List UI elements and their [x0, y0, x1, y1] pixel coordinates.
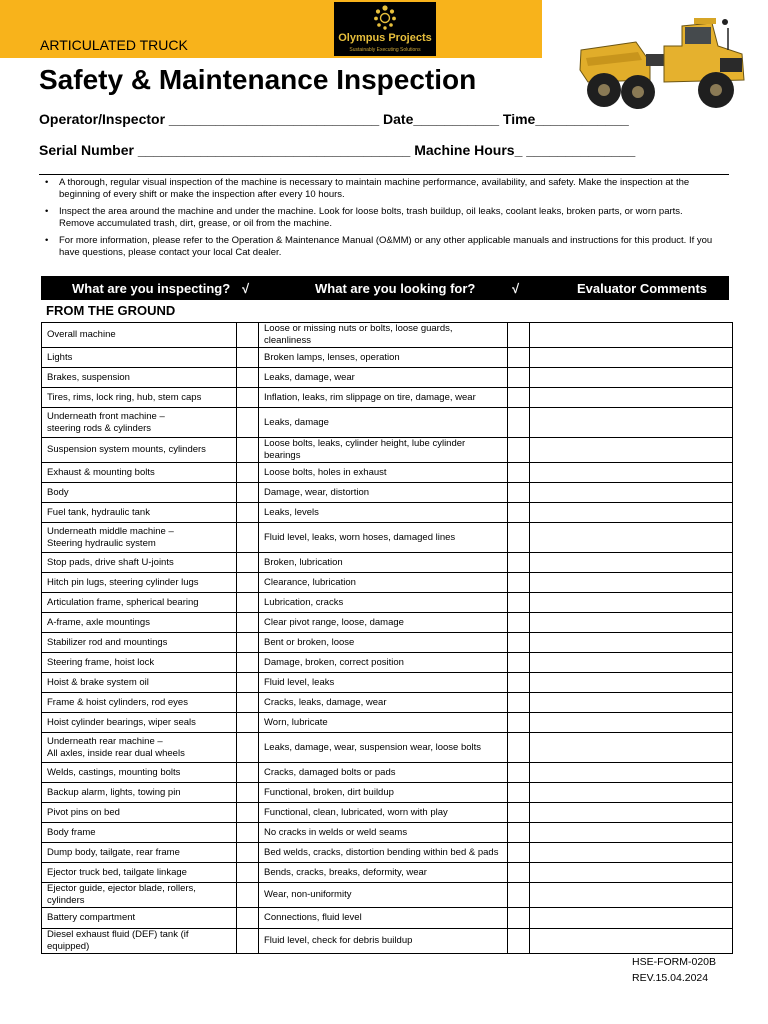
check-cell[interactable]	[237, 823, 259, 843]
inspect-item: Frame & hoist cylinders, rod eyes	[42, 693, 237, 713]
table-row	[42, 503, 733, 523]
logo-title: Olympus Projects	[338, 32, 432, 44]
check-cell[interactable]	[508, 863, 530, 883]
comments-cell[interactable]	[530, 388, 733, 408]
check-cell[interactable]	[237, 483, 259, 503]
table-row	[42, 693, 733, 713]
check-cell[interactable]	[508, 693, 530, 713]
table-row	[42, 863, 733, 883]
look-for-item: Functional, clean, lubricated, worn with play	[259, 803, 508, 823]
inspect-item: Underneath middle machine – Steering hydraulic system	[42, 523, 237, 553]
check-cell[interactable]	[237, 553, 259, 573]
header-inspecting: What are you inspecting?	[72, 281, 231, 296]
company-logo	[334, 2, 436, 56]
comments-cell[interactable]	[530, 523, 733, 553]
inspect-item: Dump body, tailgate, rear frame	[42, 843, 237, 863]
inspect-item: Body frame	[42, 823, 237, 843]
check-cell[interactable]	[237, 388, 259, 408]
look-for-item: Inflation, leaks, rim slippage on tire, damage, wear	[259, 388, 508, 408]
comments-cell[interactable]	[530, 573, 733, 593]
comments-cell[interactable]	[530, 908, 733, 929]
look-for-item: Functional, broken, dirt buildup	[259, 783, 508, 803]
inspect-item: Hoist & brake system oil	[42, 673, 237, 693]
check-cell[interactable]	[508, 368, 530, 388]
look-for-item: Wear, non-uniformity	[259, 883, 508, 908]
table-row	[42, 733, 733, 763]
check-cell[interactable]	[508, 823, 530, 843]
document-type: ARTICULATED TRUCK	[40, 37, 188, 53]
look-for-item: Clear pivot range, loose, damage	[259, 613, 508, 633]
look-for-item: Leaks, damage	[259, 408, 508, 438]
check-cell[interactable]	[508, 483, 530, 503]
look-for-item: Loose or missing nuts or bolts, loose guards, cleanliness	[259, 323, 508, 348]
table-row	[42, 929, 733, 954]
check-cell[interactable]	[508, 713, 530, 733]
table-row	[42, 613, 733, 633]
comments-cell[interactable]	[530, 503, 733, 523]
inspect-item: A-frame, axle mountings	[42, 613, 237, 633]
table-row	[42, 673, 733, 693]
inspect-item: Diesel exhaust fluid (DEF) tank (if equipped)	[42, 929, 237, 954]
comments-cell[interactable]	[530, 438, 733, 463]
check-cell[interactable]	[237, 883, 259, 908]
inspect-item: Lights	[42, 348, 237, 368]
comments-cell[interactable]	[530, 483, 733, 503]
logo-ring-icon	[372, 4, 398, 32]
check-cell[interactable]	[508, 573, 530, 593]
table-row	[42, 883, 733, 908]
comments-cell[interactable]	[530, 673, 733, 693]
comments-cell[interactable]	[530, 368, 733, 388]
check-cell[interactable]	[508, 408, 530, 438]
check-cell[interactable]	[237, 593, 259, 613]
check-cell[interactable]	[508, 553, 530, 573]
check-cell[interactable]	[237, 908, 259, 929]
comments-cell[interactable]	[530, 843, 733, 863]
inspect-item: Pivot pins on bed	[42, 803, 237, 823]
table-row	[42, 823, 733, 843]
inspect-item: Backup alarm, lights, towing pin	[42, 783, 237, 803]
inspect-item: Fuel tank, hydraulic tank	[42, 503, 237, 523]
check-cell[interactable]	[237, 323, 259, 348]
check-cell[interactable]	[508, 463, 530, 483]
header-check-1: √	[242, 281, 250, 296]
check-cell[interactable]	[237, 863, 259, 883]
table-row	[42, 348, 733, 368]
check-cell[interactable]	[508, 388, 530, 408]
look-for-item: Bed welds, cracks, distortion bending within bed & pads	[259, 843, 508, 863]
comments-cell[interactable]	[530, 348, 733, 368]
table-row	[42, 523, 733, 553]
check-cell[interactable]	[237, 463, 259, 483]
look-for-item: Bends, cracks, breaks, deformity, wear	[259, 863, 508, 883]
inspect-item: Battery compartment	[42, 908, 237, 929]
comments-cell[interactable]	[530, 929, 733, 954]
check-cell[interactable]	[237, 783, 259, 803]
inspect-item: Tires, rims, lock ring, hub, stem caps	[42, 388, 237, 408]
check-cell[interactable]	[508, 593, 530, 613]
inspect-item: Stabilizer rod and mountings	[42, 633, 237, 653]
inspect-item: Steering frame, hoist lock	[42, 653, 237, 673]
header-looking-for: What are you looking for?	[315, 281, 476, 296]
check-cell[interactable]	[237, 713, 259, 733]
header-comments: Evaluator Comments	[577, 281, 708, 296]
check-cell[interactable]	[237, 673, 259, 693]
comments-cell[interactable]	[530, 553, 733, 573]
comments-cell[interactable]	[530, 783, 733, 803]
comments-cell[interactable]	[530, 593, 733, 613]
look-for-item: Fluid level, check for debris buildup	[259, 929, 508, 954]
comments-cell[interactable]	[530, 408, 733, 438]
table-row	[42, 713, 733, 733]
check-cell[interactable]	[237, 803, 259, 823]
inspect-item: Exhaust & mounting bolts	[42, 463, 237, 483]
check-cell[interactable]	[508, 348, 530, 368]
divider	[39, 174, 729, 175]
form-revision: REV.15.04.2024	[632, 972, 709, 984]
check-cell[interactable]	[237, 613, 259, 633]
check-cell[interactable]	[508, 523, 530, 553]
table-row	[42, 368, 733, 388]
table-row	[42, 323, 733, 348]
comments-cell[interactable]	[530, 323, 733, 348]
table-row	[42, 843, 733, 863]
check-cell[interactable]	[237, 503, 259, 523]
operator-date-time-fields[interactable]: Operator/Inspector ___________________________ Date___________ Time____________	[39, 111, 629, 127]
look-for-item: Fluid level, leaks, worn hoses, damaged lines	[259, 523, 508, 553]
look-for-item: Bent or broken, loose	[259, 633, 508, 653]
table-row	[42, 653, 733, 673]
inspect-item: Ejector guide, ejector blade, rollers, cylinders	[42, 883, 237, 908]
check-cell[interactable]	[237, 348, 259, 368]
look-for-item: Loose bolts, holes in exhaust	[259, 463, 508, 483]
table-row	[42, 388, 733, 408]
look-for-item: Damage, wear, distortion	[259, 483, 508, 503]
instructions-list	[40, 177, 720, 264]
check-cell[interactable]	[237, 693, 259, 713]
inspect-item: Brakes, suspension	[42, 368, 237, 388]
check-cell[interactable]	[508, 673, 530, 693]
table-row	[42, 633, 733, 653]
instruction-item: • Inspect the area around the machine and under the machine. Look for loose bolts, trash buildup, oil leaks, coolant leaks, broken parts, or worn parts. Remove accumulated trash, dirt, grease, or oil from the machine.	[45, 206, 683, 229]
look-for-item: Damage, broken, correct position	[259, 653, 508, 673]
header-check-2: √	[512, 281, 520, 296]
check-cell[interactable]	[508, 733, 530, 763]
table-row	[42, 763, 733, 783]
check-cell[interactable]	[508, 883, 530, 908]
inspect-item: Overall machine	[42, 323, 237, 348]
inspect-item: Suspension system mounts, cylinders	[42, 438, 237, 463]
check-cell[interactable]	[237, 523, 259, 553]
check-cell[interactable]	[508, 503, 530, 523]
look-for-item: Clearance, lubrication	[259, 573, 508, 593]
inspect-item: Hoist cylinder bearings, wiper seals	[42, 713, 237, 733]
look-for-item: Broken lamps, lenses, operation	[259, 348, 508, 368]
table-row	[42, 553, 733, 573]
look-for-item: Lubrication, cracks	[259, 593, 508, 613]
check-cell[interactable]	[508, 438, 530, 463]
check-cell[interactable]	[237, 843, 259, 863]
look-for-item: Cracks, leaks, damage, wear	[259, 693, 508, 713]
articulated-truck-image	[578, 10, 750, 112]
comments-cell[interactable]	[530, 733, 733, 763]
look-for-item: Broken, lubrication	[259, 553, 508, 573]
comments-cell[interactable]	[530, 863, 733, 883]
inspect-item: Underneath rear machine – All axles, inside rear dual wheels	[42, 733, 237, 763]
look-for-item: Loose bolts, leaks, cylinder height, lube cylinder bearings	[259, 438, 508, 463]
check-cell[interactable]	[237, 929, 259, 954]
check-cell[interactable]	[237, 573, 259, 593]
inspect-item: Stop pads, drive shaft U-joints	[42, 553, 237, 573]
look-for-item: Cracks, damaged bolts or pads	[259, 763, 508, 783]
table-row	[42, 803, 733, 823]
table-row	[42, 573, 733, 593]
look-for-item: Fluid level, leaks	[259, 673, 508, 693]
table-row	[42, 593, 733, 613]
check-cell[interactable]	[508, 613, 530, 633]
table-row	[42, 783, 733, 803]
instruction-item: • A thorough, regular visual inspection of the machine is necessary to maintain machine performance, availability, and safety. Make the inspection at the beginning of every shift or make the inspection after every 10 hours.	[45, 177, 690, 200]
comments-cell[interactable]	[530, 633, 733, 653]
look-for-item: Leaks, damage, wear, suspension wear, loose bolts	[259, 733, 508, 763]
check-cell[interactable]	[508, 763, 530, 783]
comments-cell[interactable]	[530, 883, 733, 908]
comments-cell[interactable]	[530, 463, 733, 483]
look-for-item: Leaks, damage, wear	[259, 368, 508, 388]
check-cell[interactable]	[237, 408, 259, 438]
comments-cell[interactable]	[530, 653, 733, 673]
inspect-item: Welds, castings, mounting bolts	[42, 763, 237, 783]
check-cell[interactable]	[237, 438, 259, 463]
check-cell[interactable]	[237, 763, 259, 783]
serial-hours-fields[interactable]: Serial Number ___________________________________ Machine Hours_ ______________	[39, 142, 636, 158]
page-title: Safety & Maintenance Inspection	[39, 64, 477, 95]
table-row	[42, 463, 733, 483]
check-cell[interactable]	[237, 653, 259, 673]
comments-cell[interactable]	[530, 763, 733, 783]
check-cell[interactable]	[508, 803, 530, 823]
check-cell[interactable]	[508, 633, 530, 653]
comments-cell[interactable]	[530, 823, 733, 843]
form-id: HSE-FORM-020B	[632, 956, 717, 968]
inspect-item: Underneath front machine – steering rods & cylinders	[42, 408, 237, 438]
section-title: FROM THE GROUND	[46, 303, 176, 318]
logo-tagline: Sustainably Executing Solutions	[349, 47, 421, 53]
look-for-item: Connections, fluid level	[259, 908, 508, 929]
inspect-item: Ejector truck bed, tailgate linkage	[42, 863, 237, 883]
comments-cell[interactable]	[530, 693, 733, 713]
check-cell[interactable]	[508, 929, 530, 954]
comments-cell[interactable]	[530, 613, 733, 633]
check-cell[interactable]	[237, 633, 259, 653]
look-for-item: Worn, lubricate	[259, 713, 508, 733]
inspection-table	[41, 322, 733, 954]
check-cell[interactable]	[508, 783, 530, 803]
check-cell[interactable]	[237, 733, 259, 763]
table-row	[42, 908, 733, 929]
table-row	[42, 408, 733, 438]
instruction-item: • For more information, please refer to the Operation & Maintenance Manual (O&MM) or any other applicable manuals and instructions for this product. If you have questions, please contact your local Cat dealer.	[45, 235, 713, 258]
check-cell[interactable]	[508, 323, 530, 348]
look-for-item: Leaks, levels	[259, 503, 508, 523]
table-row	[42, 438, 733, 463]
inspect-item: Hitch pin lugs, steering cylinder lugs	[42, 573, 237, 593]
inspect-item: Articulation frame, spherical bearing	[42, 593, 237, 613]
check-cell[interactable]	[508, 843, 530, 863]
check-cell[interactable]	[508, 653, 530, 673]
table-row	[42, 483, 733, 503]
inspect-item: Body	[42, 483, 237, 503]
comments-cell[interactable]	[530, 803, 733, 823]
check-cell[interactable]	[508, 908, 530, 929]
look-for-item: No cracks in welds or weld seams	[259, 823, 508, 843]
table-header	[41, 276, 729, 300]
comments-cell[interactable]	[530, 713, 733, 733]
check-cell[interactable]	[237, 368, 259, 388]
